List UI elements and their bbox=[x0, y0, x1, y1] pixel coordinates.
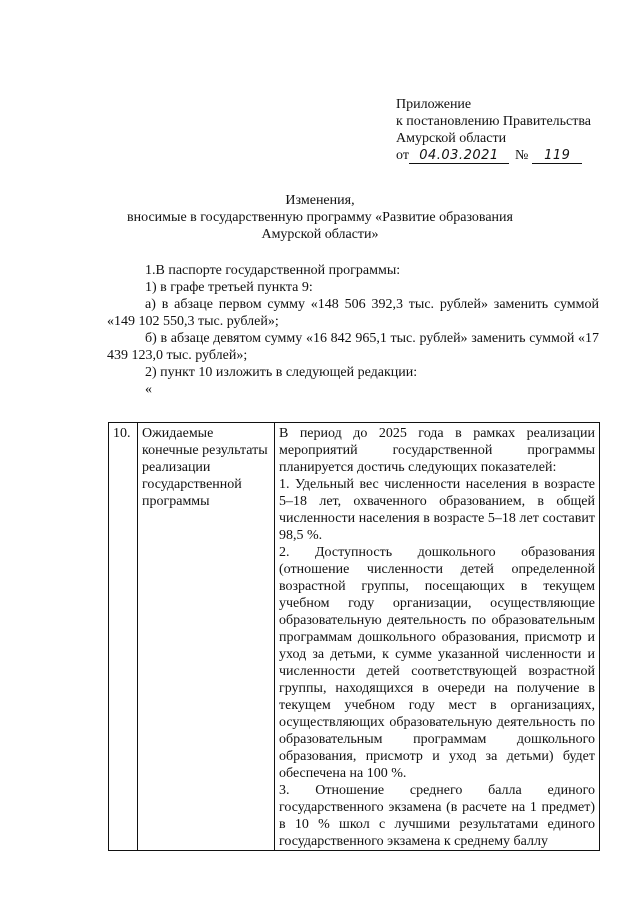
content-item-3: 3. Отношение среднего балла единого государственного экзамена (в расчете на 1 предмет) в 10 % школ с лучшими результатами единого государственного экзамена к среднему баллу bbox=[279, 783, 595, 849]
document-title bbox=[100, 192, 540, 243]
opening-quote: « bbox=[145, 382, 152, 397]
paragraph-2: 1) в графе третьей пункта 9: bbox=[145, 280, 313, 295]
content-item-1: 1. Удельный вес численности населения в возрасте 5–18 лет, охваченного образованием, в общей численности населения в возрасте 5–18 лет составит 98,5 %. bbox=[279, 477, 595, 543]
title-line-3: Амурской области» bbox=[261, 227, 379, 242]
number-sign: № bbox=[514, 148, 529, 163]
paragraph-4: б) в абзаце девятом сумму «16 842 965,1 тыс. рублей» заменить суммой «17 439 123,0 тыс. рублей»; bbox=[107, 331, 599, 363]
handwritten-number: 119 bbox=[532, 148, 582, 164]
appendix-line-1: Приложение bbox=[396, 97, 472, 112]
title-line-1: Изменения, bbox=[285, 193, 355, 208]
row-content-cell bbox=[275, 423, 600, 851]
appendix-line-3: Амурской области bbox=[396, 131, 507, 146]
table-row bbox=[109, 423, 600, 851]
paragraph-3: а) в абзаце первом сумму «148 506 392,3 тыс. рублей» заменить суммой «149 102 550,3 тыс. рублей»; bbox=[107, 297, 599, 329]
handwritten-date: 04.03.2021 bbox=[409, 148, 509, 164]
content-item-2: 2. Доступность дошкольного образования (отношение численности детей определенной возрастной группы, посещающих в текущем учебном году организации, осуществляющие образовательную деятельность по образовательным программам дошкольного образования, присмотр и уход за детьми, к сумме указанной численности и численности детей соответствующей возрастной группы, находящихся в очереди на получение в текущем учебном году мест в организациях, осуществляющих образовательную деятельность по образовательным программам дошкольного образования, присмотр и уход за детьми) будет обеспечена на 100 %. bbox=[279, 545, 595, 781]
paragraph-1: 1.В паспорте государственной программы: bbox=[145, 263, 401, 278]
appendix-line-2: к постановлению Правительства bbox=[396, 114, 592, 129]
appendix-date-number-line bbox=[396, 147, 626, 164]
title-line-2: вносимые в государственную программу «Развитие образования bbox=[127, 210, 513, 225]
content-intro: В период до 2025 года в рамках реализации мероприятий государственной программы планируется достичь следующих показателей: bbox=[279, 426, 595, 475]
date-prefix: от bbox=[396, 148, 409, 163]
row-name-cell: Ожидаемые конечные результаты реализации государственной программы bbox=[138, 423, 275, 851]
appendix-header bbox=[396, 96, 626, 164]
row-number-cell: 10. bbox=[109, 423, 138, 851]
program-table bbox=[108, 422, 600, 851]
paragraph-5: 2) пункт 10 изложить в следующей редакции: bbox=[145, 365, 418, 380]
document-body bbox=[107, 262, 599, 398]
